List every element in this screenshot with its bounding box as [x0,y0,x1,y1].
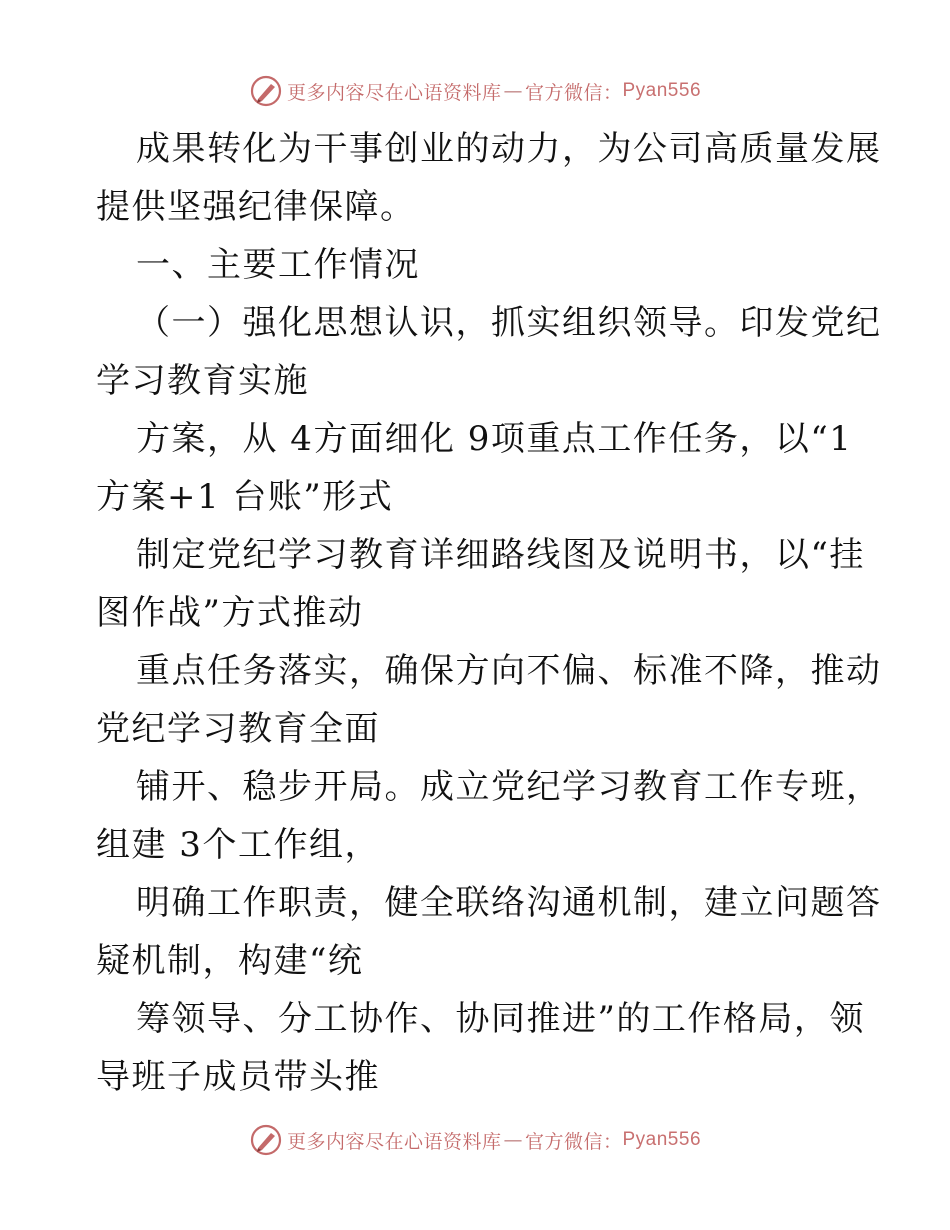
watermark-account-id: Pyan556 [622,1129,702,1150]
paragraph-line: 明确工作职责，健全联络沟通机制，建立问题答 [136,883,882,923]
header-watermark [0,71,950,111]
paragraph-line: 重点任务落实，确保方向不偏、标准不降，推动 [136,651,882,691]
paragraph-line: 导班子成员带头推 [96,1057,380,1097]
paragraph-line: （一）强化思想认识，抓实组织领导。印发党纪 [136,303,882,343]
paragraph-line: 疑机制，构建“统 [96,941,364,981]
paragraph-line: 提供坚强纪律保障。 [96,187,416,227]
watermark-separator: — [503,80,523,102]
paragraph-line: 党纪学习教育全面 [96,709,380,749]
paragraph-line: 图作战”方式推动 [96,593,364,633]
footer-watermark [0,1120,950,1160]
paragraph-line: 方案+1 台账”形式 [96,477,394,517]
watermark-text: 更多内容尽在心语资料库 [286,1130,502,1153]
paragraph-line: 成果转化为干事创业的动力，为公司高质量发展 [136,129,882,169]
watermark-account-label: 官方微信： [524,1130,623,1153]
pen-logo-icon [249,74,283,108]
pen-logo-icon [249,1123,283,1157]
paragraph-line: 方案，从 4方面细化 9项重点工作任务，以“1 [136,419,853,459]
section-heading: 一、主要工作情况 [136,245,420,285]
watermark-separator: — [503,1129,523,1151]
watermark-text: 更多内容尽在心语资料库 [286,81,502,104]
paragraph-line: 铺开、稳步开局。成立党纪学习教育工作专班， [136,767,882,807]
watermark-account-id: Pyan556 [622,80,702,101]
watermark-account-label: 官方微信： [524,81,623,104]
paragraph-line: 组建 3个工作组， [96,825,380,865]
document-body [96,120,882,1106]
paragraph-line: 筹领导、分工协作、协同推进”的工作格局，领 [136,999,865,1039]
paragraph-line: 制定党纪学习教育详细路线图及说明书，以“挂 [136,535,865,575]
paragraph-line: 学习教育实施 [96,361,309,401]
